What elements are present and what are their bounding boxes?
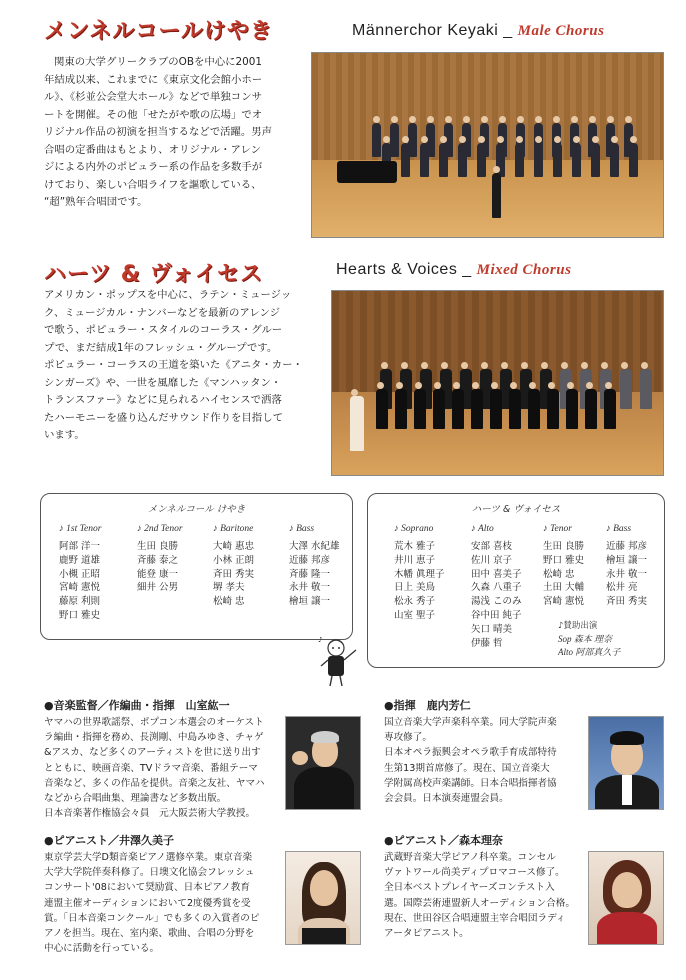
bio-line: 生第13期首席修了。現在、国立音楽大 (384, 762, 550, 774)
hearts-title-en-text: Hearts & Voices _ (336, 261, 472, 278)
portrait-shikanai (588, 716, 664, 810)
hearts-concert-photo (331, 290, 664, 476)
member-name: 佐川 京子 (471, 554, 513, 566)
member-name: 永井 敬一 (606, 568, 648, 580)
bio-line: 現在、世田谷区合唱連盟主宰合唱団ラディ (384, 912, 566, 924)
choir-member-figure (439, 143, 448, 177)
choir-member-figure (477, 143, 486, 177)
member-name: 田中 喜美子 (471, 568, 522, 580)
member-name: 生田 良勝 (543, 541, 585, 552)
choir-member-figure (528, 389, 540, 429)
hearts-title-jp: ハーツ & ヴォイセス (44, 262, 264, 287)
roster-hearts (367, 493, 665, 668)
keyaki-chorus-type: Male Chorus (517, 23, 605, 39)
part-label: ♪ Bass (289, 524, 315, 534)
member-name: 宮崎 憲悦 (543, 596, 585, 608)
member-name: 松崎 忠 (543, 568, 575, 580)
choir-member-figure (458, 143, 467, 177)
member-name: 土田 大輔 (543, 582, 585, 594)
roster-hearts-title: ハーツ & ヴォイセス (471, 504, 561, 515)
part-label: ♪ 1st Tenor (59, 524, 102, 534)
choir-member-figure (490, 389, 502, 429)
part-label: ♪ Bass (606, 524, 632, 534)
bio-head-shikanai: ●指揮 鹿内芳仁 (384, 699, 471, 712)
bio-line: 選。国際芸術連盟新人オーディション合格。 (384, 897, 575, 909)
choir-member-figure (390, 123, 399, 157)
bio-head-izawa: ●ピアニスト／井澤久美子 (44, 834, 175, 847)
member-name: 近藤 邦彦 (289, 554, 331, 566)
member-name: 細井 公男 (137, 582, 179, 594)
choir-member-figure (620, 369, 632, 409)
hearts-line: トランスファー》などに見られるハイセンスで洒落 (44, 394, 282, 406)
keyaki-line: けており、楽しい合唱ライフを謳歌している、 (44, 178, 262, 191)
member-name: 谷中田 純子 (471, 609, 522, 621)
member-name: 伊藤 哲 (471, 637, 503, 649)
member-name: 野口 雅史 (59, 609, 101, 621)
bio-line: 賞。「日本音楽コンクール」でも多くの入賞者のピ (44, 912, 260, 924)
member-name: 斉田 秀実 (606, 596, 648, 608)
hearts-line: プで、まだ結成1年のフレッシュ・グループです。 (44, 341, 278, 354)
keyaki-line: “超”熟年合唱団です。 (44, 196, 148, 208)
member-name: 鹿野 道雄 (59, 554, 101, 566)
member-name: 宮崎 憲悦 (59, 582, 101, 594)
member-name: 松永 秀子 (394, 596, 436, 608)
member-name: 大澤 水紀雄 (289, 541, 340, 552)
choir-member-figure (376, 389, 388, 429)
guest-name: Sop 森本 理奈 (558, 634, 613, 644)
choir-member-figure (610, 143, 619, 177)
part-label: ♪ Tenor (543, 524, 572, 534)
member-name: 能登 康一 (137, 568, 179, 580)
grand-piano-shape (337, 161, 397, 183)
hearts-line: います。 (44, 429, 85, 441)
choir-member-figure (372, 123, 381, 157)
keyaki-line: ル》、《杉並公会堂大ホール》などで単独コンサ (44, 91, 262, 103)
bio-head-morimoto: ●ピアニスト／森本理奈 (384, 834, 504, 847)
roster-keyaki-title: メンネルコール けやき (147, 504, 246, 515)
bio-line: 日本音楽著作権協会々員 元大阪芸術大学教授。 (44, 808, 256, 820)
hearts-line: で歌う、ポピュラー・スタイルのコーラス・グルー (44, 324, 283, 336)
hearts-line: ク、ミュージカル・ナンバーなどを最新のアレンジ (44, 306, 280, 319)
member-name: 斉藤 隆一 (289, 568, 331, 580)
member-name: 小槻 正昭 (59, 568, 101, 580)
bio-line: 国立音楽大学声楽科卒業。同大学院声楽 (384, 717, 557, 728)
bio-line: 武蔵野音楽大学ピアノ科卒業。コンセル (384, 852, 556, 863)
hearts-line: シンガーズ》や、一世を風靡した《マンハッタン・ (44, 376, 282, 389)
keyaki-line: ートを開催。その他「せたがや歌の広場」でオ (44, 108, 263, 121)
part-label: ♪ Soprano (394, 524, 434, 534)
bio-line: 連盟主催オーディションにおいて2度優秀賞を受 (44, 897, 251, 909)
member-name: 湯浅 このみ (471, 596, 522, 608)
bio-line: ヤマハの世界歌謡祭、ポプコン本選会のオーケスト (44, 717, 264, 728)
choir-member-figure (604, 389, 616, 429)
keyaki-title-jp: メンネルコールけやき (44, 19, 273, 44)
bio-line: 音楽など、多くの作品を提供。音楽之友社、ヤマハ (44, 777, 265, 789)
member-name: 久森 八重子 (471, 582, 522, 594)
roster-keyaki (40, 493, 353, 640)
roster-hearts-col-soprano (394, 524, 445, 623)
member-name: 檜垣 譲一 (606, 554, 648, 566)
choir-member-figure (585, 389, 597, 429)
member-name: 木幡 眞理子 (394, 568, 445, 580)
member-name: 斉田 秀実 (213, 568, 255, 580)
choir-member-figure (566, 389, 578, 429)
member-name: 永井 敬一 (289, 582, 331, 594)
choir-member-figure (420, 143, 429, 177)
choir-member-figure (471, 389, 483, 429)
member-name: 阿部 洋一 (59, 541, 101, 552)
keyaki-line: 関東の大学グリークラブのOBを中心に2001 (54, 56, 262, 68)
choir-member-figure (395, 389, 407, 429)
portrait-izawa (285, 851, 361, 945)
bio-line: &アスカ、など多くのアーティストを世に送り出す (44, 747, 261, 759)
guest-name: Alto 阿部真久子 (558, 647, 621, 657)
bio-line: 日本オペラ振興会オペラ歌手育成部特待 (384, 747, 557, 759)
bio-line: ヴァトワール尚美ディプロマコース修了。 (384, 867, 565, 879)
roster-hearts-col-alto (471, 524, 522, 650)
choir-member-figure (572, 143, 581, 177)
keyaki-description (44, 54, 306, 212)
keyaki-title-en-text: Männerchor Keyaki _ (352, 22, 513, 39)
hearts-line: ポピュラー・コーラスの王道を築いた《アニタ・カー・ (44, 359, 303, 371)
bio-line: 専攻修了。 (384, 732, 432, 744)
bio-line: とともに、映画音楽、TVドラマ音楽、番組テーマ (44, 762, 258, 774)
bio-line: 大学大学院伴奏科修了。日墺文化協会フレッシュ (44, 867, 255, 879)
member-name: 大崎 惠忠 (213, 541, 255, 552)
member-name: 松崎 忠 (213, 596, 245, 608)
choir-member-figure (591, 143, 600, 177)
roster-keyaki-col-1st-tenor (59, 524, 101, 623)
choir-member-figure (534, 143, 543, 177)
bio-text-shikanai (384, 715, 584, 806)
keyaki-concert-photo (311, 52, 664, 238)
keyaki-line: 年結成以来、これまでに《東京文化会館小ホー (44, 73, 263, 86)
member-name: 安部 喜枝 (471, 541, 513, 552)
hearts-chorus-type: Mixed Chorus (476, 262, 572, 278)
part-label: ♪ Baritone (213, 524, 254, 534)
member-name: 山室 聖子 (394, 609, 436, 621)
bio-line: 学附属高校声楽講師。日本合唱指揮者協 (384, 777, 557, 789)
bio-line: 会会員。日本演奏連盟会員。 (384, 793, 509, 805)
bio-text-morimoto (384, 850, 589, 941)
bio-line: アノを担当。現在、室内楽、歌曲、合唱の分野を (44, 928, 255, 940)
roster-keyaki-col-2nd-tenor (137, 524, 183, 595)
keyaki-line: 合唱の定番曲はもとより、オリジナル・アレン (44, 143, 262, 156)
choir-member-figure (414, 389, 426, 429)
bio-line: 中心に活動を行っている。 (44, 943, 160, 955)
hearts-line: たハーモニーを盛り込んだサウンド作りを目指して (44, 411, 283, 424)
bio-line: コンサート'08において奨励賞、日本ピアノ教育 (44, 882, 250, 894)
keyaki-line: リジナル作品の初演を担当するなどで活躍。男声 (44, 126, 273, 138)
member-name: 井川 恵子 (394, 554, 436, 566)
choir-member-figure (553, 143, 562, 177)
bio-line: 東京学芸大学D類音楽ピアノ選修卒業。東京音楽 (44, 852, 253, 863)
member-name: 藤原 利則 (59, 596, 101, 608)
roster-keyaki-col-baritone (213, 524, 254, 609)
bio-line: などから合唱曲集、理論書など多数出版。 (44, 793, 227, 805)
bio-line: アータピアニスト。 (384, 928, 469, 940)
roster-hearts-guests (558, 620, 620, 659)
bio-head-yamamuro: ●音楽監督／作編曲・指揮 山室紘一 (44, 699, 230, 712)
choir-member-figure (640, 369, 652, 409)
bio-text-izawa (44, 850, 284, 956)
roster-hearts-col-bass (606, 524, 647, 609)
svg-text:♪: ♪ (318, 636, 323, 644)
keyaki-title-en (352, 22, 604, 40)
member-name: 矢口 晴美 (471, 623, 513, 635)
member-name: 野口 雅史 (543, 554, 585, 566)
roster-hearts-col-tenor (543, 524, 584, 609)
portrait-yamamuro (285, 716, 361, 810)
member-name: 小林 正朗 (213, 554, 255, 566)
choir-member-figure (433, 389, 445, 429)
choir-member-figure (515, 143, 524, 177)
choir-member-figure (629, 143, 638, 177)
bio-line: ラ編曲・指揮を務め、長渕剛、中島みゆき、チャゲ (44, 732, 264, 744)
member-name: 堺 孝夫 (213, 582, 245, 594)
part-label: ♪ Alto (471, 524, 494, 534)
hearts-line: アメリカン・ポップスを中心に、ラテン・ミュージッ (44, 289, 292, 301)
member-name: 松井 亮 (606, 582, 638, 594)
part-label: ♪ 2nd Tenor (137, 524, 183, 534)
member-name: 檜垣 譲一 (289, 596, 331, 608)
hearts-description (44, 287, 328, 445)
choir-member-figure (452, 389, 464, 429)
choir-member-figure (547, 389, 559, 429)
member-name: 日上 美鳥 (394, 582, 436, 594)
choir-member-figure (509, 389, 521, 429)
conductor-cartoon-icon (318, 636, 360, 688)
member-name: 近藤 邦彦 (606, 541, 648, 552)
hearts-title-en (336, 261, 571, 279)
member-name: 斉藤 泰之 (137, 554, 179, 566)
roster-keyaki-col-bass (289, 524, 340, 609)
guest-label: ♪賛助出演 (558, 621, 598, 631)
portrait-morimoto (588, 851, 664, 945)
bio-text-yamamuro (44, 715, 284, 821)
bio-line: 全日本ベストプレイヤーズコンテスト入 (384, 882, 555, 894)
choir-member-figure (401, 143, 410, 177)
keyaki-line: ジによる内外のポピュラー系の作品を多数手が (44, 161, 263, 173)
member-name: 荒木 雅子 (394, 541, 436, 552)
member-name: 生田 良勝 (137, 541, 179, 552)
